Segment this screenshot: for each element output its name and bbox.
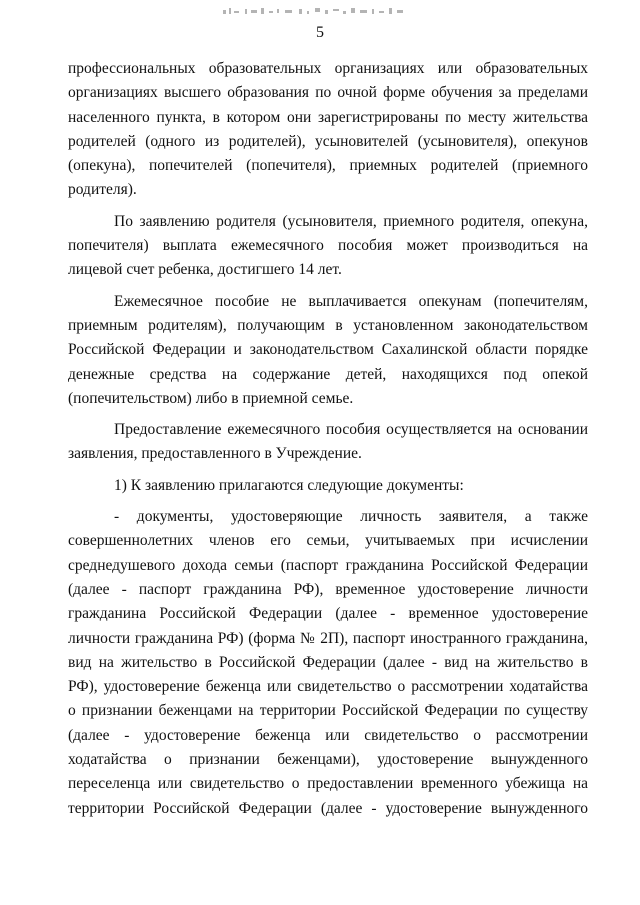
text-line: РФ), удостоверение беженца или свидетельство о рассмотрении ходатайства <box>68 678 588 696</box>
page-number: 5 <box>316 24 324 41</box>
paragraph <box>68 210 588 283</box>
text-line: заявления, предоставленного в Учреждение. <box>68 445 362 463</box>
text-line: переселенца или свидетельство о предоставлении временного убежища на <box>68 775 588 793</box>
text-line: лицевой счет ребенка, достигшего 14 лет. <box>68 261 342 279</box>
text-line: гражданина Российской Федерации (далее - временное удостоверение <box>68 605 588 623</box>
text-line: денежные средства на содержание детей, находящихся под опекой <box>68 365 588 383</box>
text-line: родителя). <box>68 181 137 199</box>
paragraph-gap <box>68 203 588 210</box>
text-line: личности гражданина РФ) (форма № 2П), паспорт иностранного гражданина, <box>68 629 588 647</box>
text-line: приемным родителям), получающим в установленном законодательством <box>68 316 588 334</box>
text-line: 1) К заявлению прилагаются следующие документы: <box>114 476 464 494</box>
text-line: населенного пункта, в котором они зарегистрированы по месту жительства <box>68 108 588 126</box>
text-line: Российской Федерации и законодательством Сахалинской области порядке <box>68 341 588 359</box>
text-line: совершеннолетних членов его семьи, учитываемых при исчислении <box>68 532 588 550</box>
text-line: среднедушевого дохода семьи (паспорт гражданина Российской Федерации <box>68 556 588 574</box>
text-line: родителей (одного из родителей), усыновителей (усыновителя), опекунов <box>68 132 588 150</box>
text-line: профессиональных образовательных организациях или образовательных <box>68 60 588 77</box>
paragraph-gap <box>68 467 588 474</box>
document-body <box>68 57 588 821</box>
text-line: (опекуна), попечителей (попечителя), приемных родителей (приемного <box>68 157 588 175</box>
paragraph <box>68 474 588 498</box>
paragraph <box>68 290 588 411</box>
text-line: (попечительством) либо в приемной семье. <box>68 389 354 407</box>
text-line: ходатайства о признании беженцами), удостоверение вынужденного <box>68 751 588 769</box>
paragraph <box>68 57 588 203</box>
text-line: о признании беженцами на территории Российской Федерации по существу <box>68 702 588 720</box>
paragraph <box>68 505 588 821</box>
text-line: (далее - паспорт гражданина РФ), временное удостоверение личности <box>68 580 588 598</box>
text-line: По заявлению родителя (усыновителя, приемного родителя, опекуна, <box>114 212 588 230</box>
text-line: (далее - удостоверение беженца или свидетельство о рассмотрении <box>68 726 588 744</box>
text-line: Предоставление ежемесячного пособия осуществляется на основании <box>114 421 588 439</box>
paragraph-gap <box>68 283 588 290</box>
text-line: организациях высшего образования по очной форме обучения за пределами <box>68 84 588 102</box>
scan-noise-marks <box>215 4 415 18</box>
text-line: Ежемесячное пособие не выплачивается опекунам (попечителям, <box>114 292 588 310</box>
paragraph-gap <box>68 498 588 505</box>
text-line: - документы, удостоверяющие личность заявителя, а также <box>114 508 588 526</box>
text-line: территории Российской Федерации (далее - удостоверение вынужденного <box>68 799 588 817</box>
text-line: вид на жительство в Российской Федерации (далее - вид на жительство в <box>68 653 588 671</box>
text-line: попечителя) выплата ежемесячного пособия может производиться на <box>68 237 588 255</box>
paragraph <box>68 418 588 467</box>
paragraph-gap <box>68 411 588 418</box>
